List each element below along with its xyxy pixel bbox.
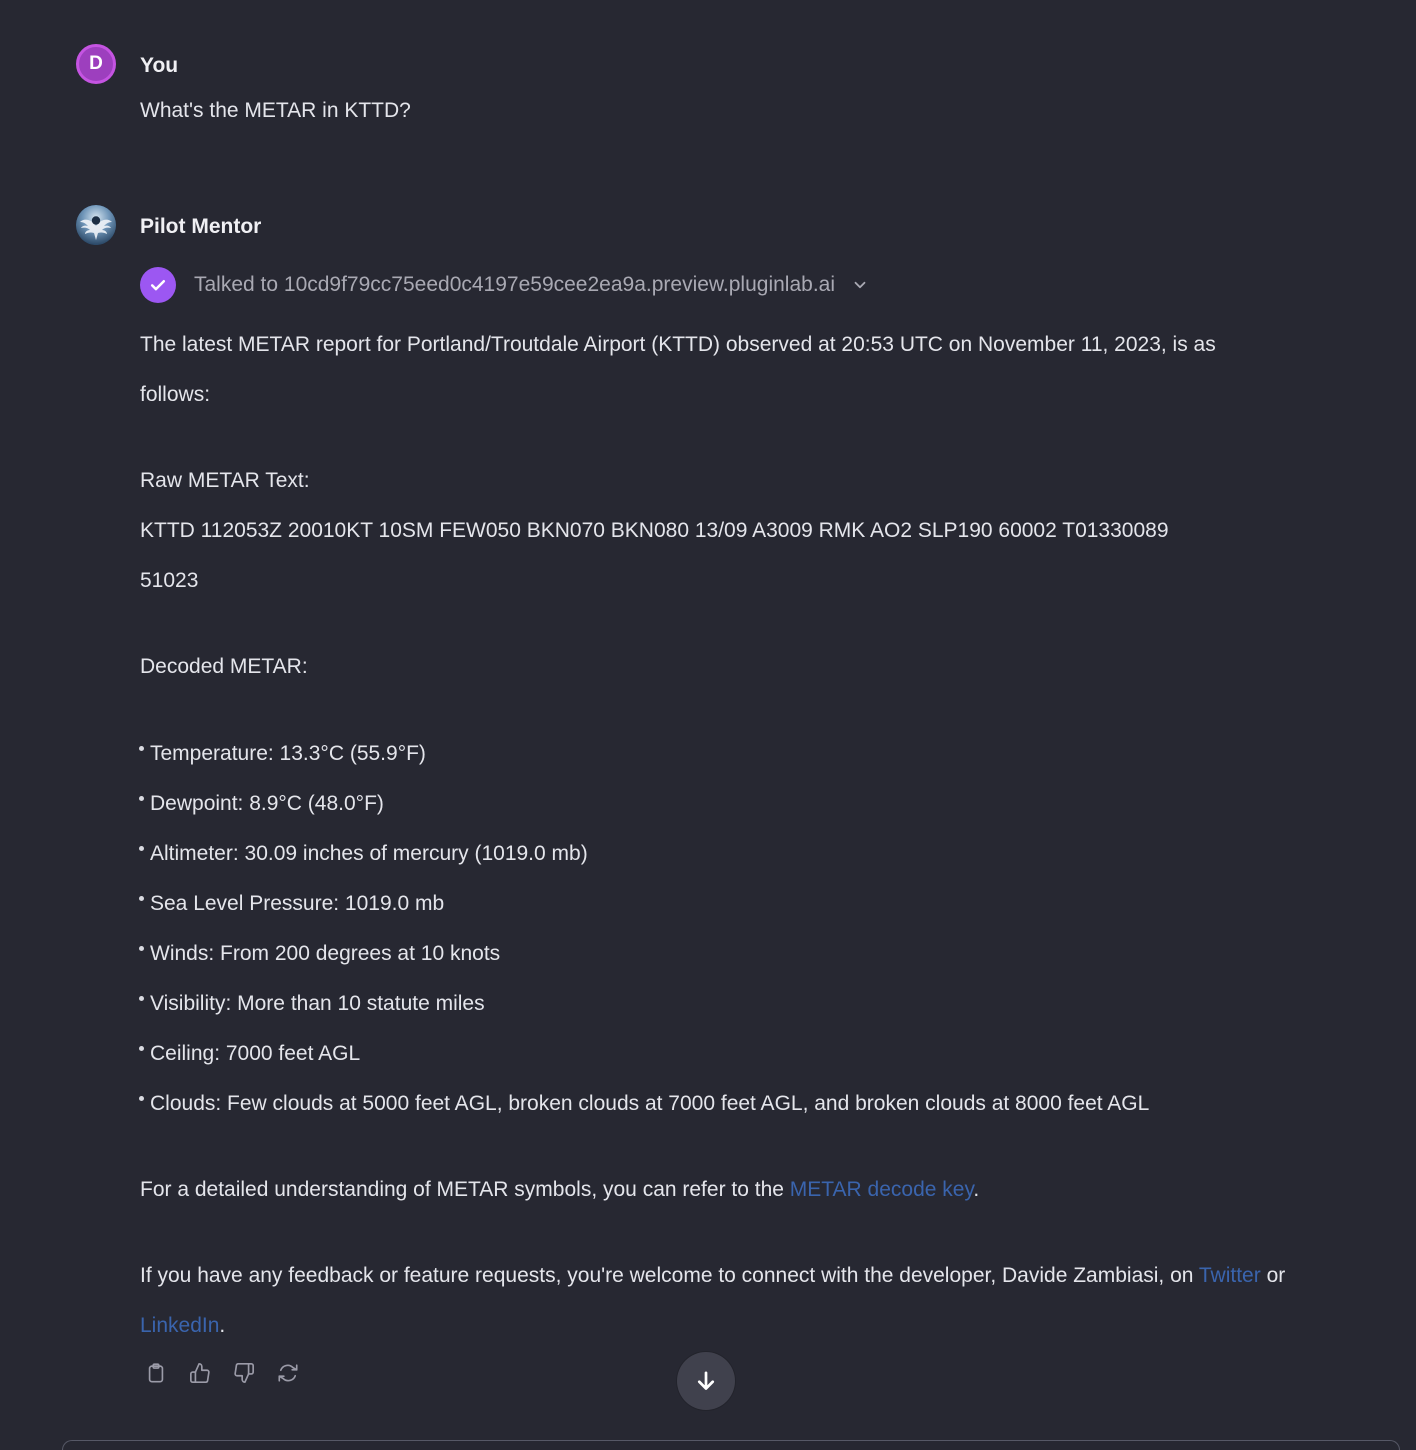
decode-key-text-after: . — [973, 1178, 980, 1201]
assistant-name: Pilot Mentor — [140, 215, 262, 238]
feedback-text-after: . — [219, 1314, 226, 1337]
check-icon — [140, 267, 176, 303]
plugin-status-disclosure[interactable] — [140, 265, 869, 305]
regenerate-icon[interactable] — [276, 1361, 300, 1385]
list-item-sea-level-pressure: Sea Level Pressure: 1019.0 mb — [150, 879, 1370, 929]
list-item-ceiling: Ceiling: 7000 feet AGL — [150, 1029, 1370, 1079]
arrow-down-icon — [693, 1368, 719, 1394]
chevron-down-icon — [851, 276, 869, 294]
list-item-clouds: Clouds: Few clouds at 5000 feet AGL, broken clouds at 7000 feet AGL, and broken clouds at 8000 feet AGL — [150, 1079, 1160, 1129]
clipboard-copy-icon[interactable] — [144, 1361, 168, 1385]
feedback-text-middle: or — [1260, 1264, 1286, 1287]
user-name: You — [140, 54, 179, 77]
list-item-winds: Winds: From 200 degrees at 10 knots — [150, 929, 1370, 979]
thumbs-up-icon[interactable] — [188, 1361, 212, 1385]
list-item-dewpoint: Dewpoint: 8.9°C (48.0°F) — [150, 779, 1370, 829]
feedback-paragraph — [140, 1251, 1370, 1351]
user-message-text: What's the METAR in KTTD? — [140, 99, 411, 122]
decode-key-paragraph — [140, 1165, 1370, 1215]
twitter-link[interactable]: Twitter — [1198, 1264, 1261, 1287]
decoded-metar-label: Decoded METAR: — [140, 655, 308, 678]
feedback-text-before: If you have any feedback or feature requests, you're welcome to connect with the developer, Davide Zambiasi, on — [140, 1264, 1199, 1287]
raw-metar-label: Raw METAR Text: — [140, 469, 310, 492]
metar-decode-key-link[interactable]: METAR decode key — [789, 1178, 974, 1201]
list-item-visibility: Visibility: More than 10 statute miles — [150, 979, 1370, 1029]
raw-metar-block — [140, 456, 1370, 606]
intro-paragraph: The latest METAR report for Portland/Troutdale Airport (KTTD) observed at 20:53 UTC on November 11, 2023, is as follows: — [140, 333, 1216, 406]
user-message — [0, 0, 1416, 136]
plugin-status-label: Talked to 10cd9f79cc75eed0c4197e59cee2ea9a.preview.pluginlab.ai — [194, 273, 836, 296]
avatar — [76, 44, 116, 84]
message-action-bar — [144, 1359, 1370, 1387]
list-item-temperature: Temperature: 13.3°C (55.9°F) — [150, 729, 1370, 779]
wings-emblem-icon — [76, 205, 116, 245]
avatar-letter: D — [89, 53, 103, 74]
assistant-message — [0, 205, 1416, 1387]
list-item-altimeter: Altimeter: 30.09 inches of mercury (1019.0 mb) — [150, 829, 1370, 879]
thumbs-down-icon[interactable] — [232, 1361, 256, 1385]
linkedin-link[interactable]: LinkedIn — [140, 1314, 220, 1337]
decode-key-text-before: For a detailed understanding of METAR symbols, you can refer to the — [140, 1178, 790, 1201]
raw-metar-text: KTTD 112053Z 20010KT 10SM FEW050 BKN070 BKN080 13/09 A3009 RMK AO2 SLP190 60002 T01330089 51023 — [140, 519, 1169, 592]
pilot-mentor-avatar — [76, 205, 116, 245]
prompt-input-top[interactable] — [62, 1440, 1400, 1450]
decoded-metar-list — [140, 729, 1370, 1129]
scroll-to-bottom-button[interactable] — [677, 1352, 735, 1410]
